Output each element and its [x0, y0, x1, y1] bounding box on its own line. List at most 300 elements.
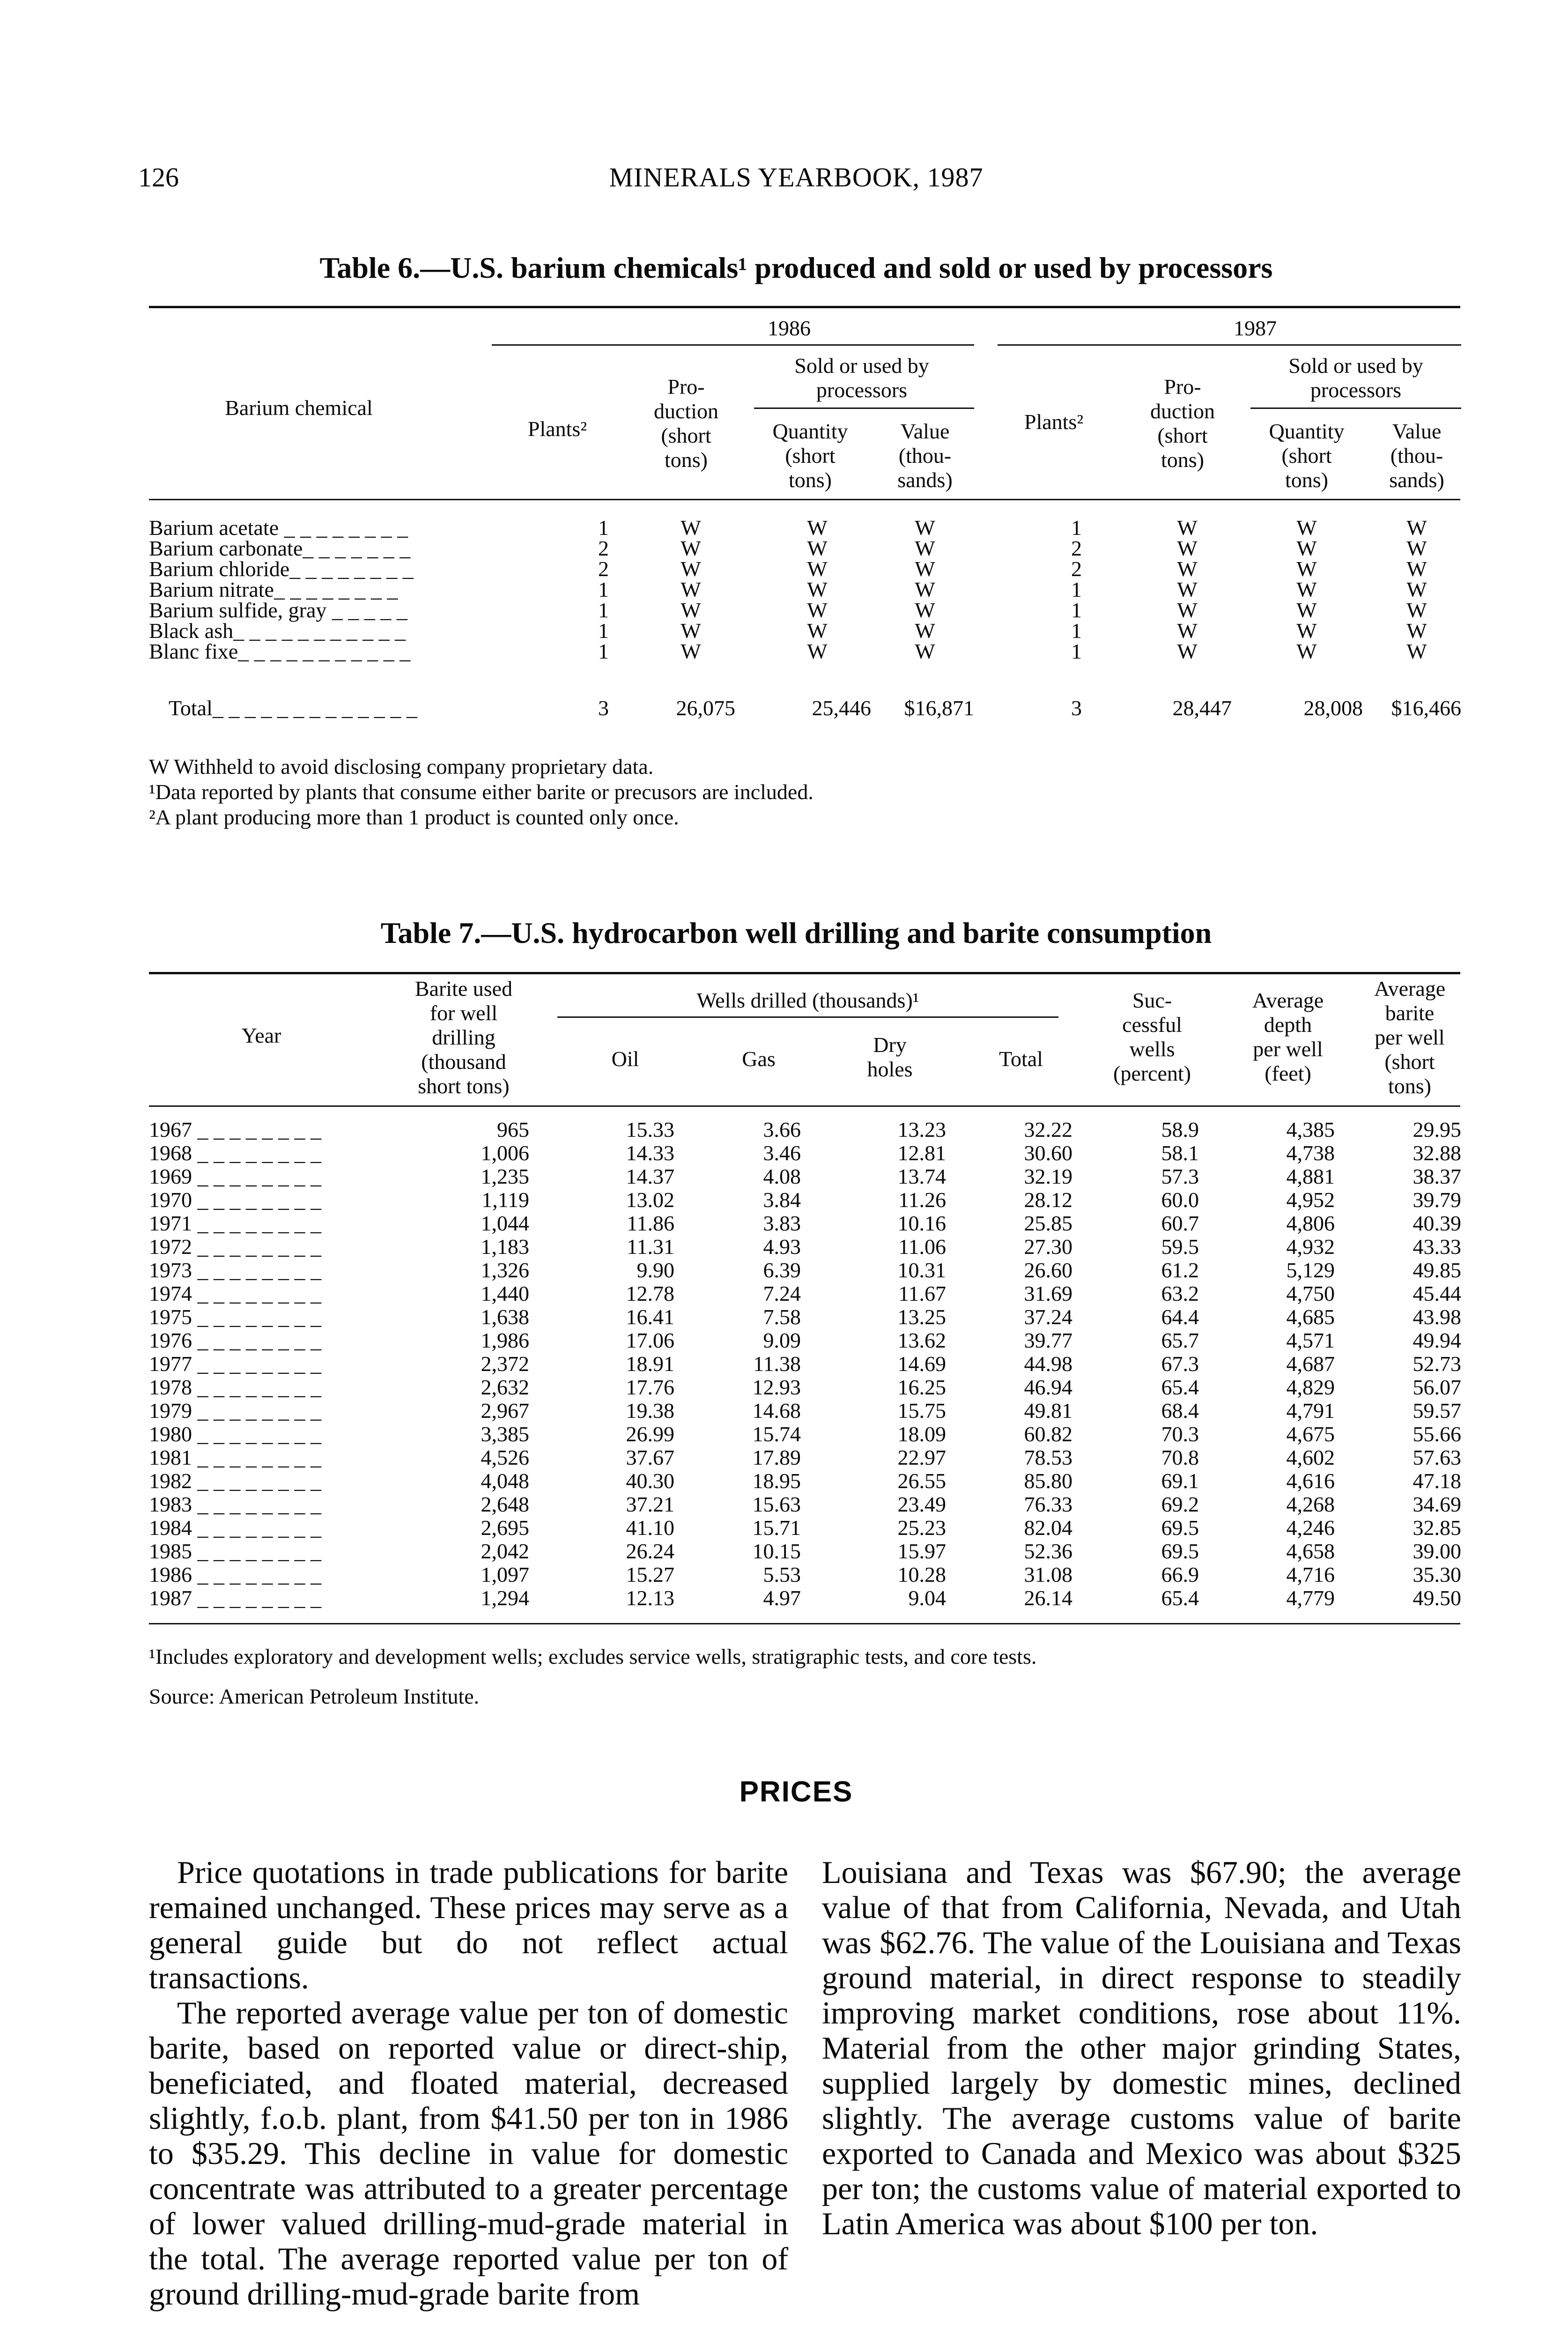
table-cell: 13.25	[897, 1305, 946, 1329]
table-row	[0, 1117, 1568, 1142]
table6-top-rule	[149, 306, 1460, 308]
table-cell: 69.5	[1161, 1539, 1199, 1563]
table-cell: 52.73	[1413, 1352, 1461, 1376]
table-cell: W	[680, 536, 701, 560]
table-cell: W	[1406, 639, 1427, 663]
table-cell: 16.41	[626, 1305, 674, 1329]
table-cell: 26.55	[897, 1469, 946, 1493]
table-cell: 26.24	[626, 1539, 674, 1563]
table-cell: 26.99	[626, 1422, 674, 1446]
table-cell: W	[1177, 536, 1198, 560]
table-cell: 3.83	[763, 1211, 801, 1235]
table-cell: W	[915, 598, 935, 622]
table6-value-1987: Value (thou- sands)	[1389, 419, 1444, 492]
table7-dry-header: Dry holes	[867, 1033, 913, 1081]
table-cell: 1,235	[481, 1164, 529, 1188]
table-cell: 1,326	[481, 1258, 529, 1282]
table-cell: 28.12	[1024, 1188, 1072, 1212]
table-cell: 25.85	[1024, 1211, 1072, 1235]
table6-plants-1986: Plants²	[527, 417, 587, 441]
row-label: Barium carbonate_ _ _ _ _ _ _	[149, 536, 411, 560]
table-cell: 13.02	[626, 1188, 674, 1212]
table-cell: W	[1406, 516, 1427, 540]
table-cell: 15.33	[626, 1118, 674, 1141]
table6-1987-rule	[998, 344, 1461, 346]
table-cell: W	[680, 516, 701, 540]
table7-total-header: Total	[999, 1047, 1043, 1071]
table-cell: W	[1406, 557, 1427, 581]
table-cell: W	[1296, 557, 1317, 581]
row-label: 1972 _ _ _ _ _ _ _ _	[149, 1235, 321, 1259]
table-cell: 32.88	[1413, 1141, 1461, 1165]
table-cell: 64.4	[1161, 1305, 1199, 1329]
table7-top-rule	[149, 972, 1460, 974]
table-cell: 1,097	[481, 1563, 529, 1586]
table-cell: W	[1296, 619, 1317, 643]
table-cell: 4.08	[763, 1164, 801, 1188]
table-cell: 1,044	[481, 1211, 529, 1235]
table-cell: W	[1406, 619, 1427, 643]
table-cell: W	[680, 578, 701, 601]
table-row	[0, 1141, 1568, 1166]
table-cell: 12.81	[897, 1141, 946, 1165]
table-cell: 1	[1071, 619, 1082, 643]
table-cell: 31.69	[1024, 1282, 1072, 1305]
table-cell: 2	[1071, 536, 1082, 560]
table-row	[0, 1187, 1568, 1213]
table-row	[0, 1539, 1568, 1564]
table-cell: 26,075	[676, 696, 735, 720]
table-cell: 1	[598, 639, 609, 663]
table-cell: 49.85	[1413, 1258, 1461, 1282]
table-cell: W	[807, 557, 828, 581]
table-cell: 14.69	[897, 1352, 946, 1376]
table-cell: 9.90	[636, 1258, 674, 1282]
table6-production-1987: Pro- duction (short tons)	[1150, 375, 1215, 472]
table-cell: 4,881	[1286, 1164, 1335, 1188]
table-cell: 30.60	[1024, 1141, 1072, 1165]
table6-1986-rule	[492, 344, 974, 346]
table-cell: 4,829	[1286, 1375, 1335, 1399]
row-label: Blanc fixe_ _ _ _ _ _ _ _ _ _ _	[149, 639, 411, 663]
table-cell: 43.98	[1413, 1305, 1461, 1329]
table6-plants-1987: Plants²	[1024, 410, 1084, 434]
row-label: Barium acetate _ _ _ _ _ _ _ _	[149, 516, 408, 540]
table7-wells-group: Wells drilled (thousands)¹	[696, 988, 919, 1012]
table-cell: 26.14	[1024, 1586, 1072, 1610]
table6-sold-group-1986: Sold or used by processors	[794, 354, 929, 402]
table-cell: 15.75	[897, 1399, 946, 1423]
table-cell: W	[680, 598, 701, 622]
table-cell: 1	[1071, 516, 1082, 540]
table-cell: 68.4	[1161, 1399, 1199, 1423]
table-cell: 57.3	[1161, 1164, 1199, 1188]
table-cell: 3,385	[481, 1422, 529, 1446]
table-row	[0, 1281, 1568, 1306]
table-cell: 61.2	[1161, 1258, 1199, 1282]
table6-value-1986: Value (thou- sands)	[897, 419, 953, 492]
table-cell: 46.94	[1024, 1375, 1072, 1399]
table-cell: $16,466	[1391, 696, 1461, 720]
table7-successful-header: Suc- cessful wells (percent)	[1113, 988, 1191, 1085]
table-cell: 4,571	[1286, 1328, 1335, 1352]
table-cell: 37.24	[1024, 1305, 1072, 1329]
table-cell: 26.60	[1024, 1258, 1072, 1282]
row-label: 1985 _ _ _ _ _ _ _ _	[149, 1539, 321, 1563]
table-cell: 82.04	[1024, 1516, 1072, 1540]
table-cell: 10.16	[897, 1211, 946, 1235]
table-row	[0, 1328, 1568, 1353]
table-cell: 17.89	[752, 1445, 801, 1469]
table-cell: 15.74	[752, 1422, 801, 1446]
table-cell: 3.84	[763, 1188, 801, 1212]
prices-paragraph-1: Price quotations in trade publications for barite remained unchanged. These prices may serve as a general guide but do not reflect actual transactions.	[149, 1854, 788, 1995]
table-cell: 965	[497, 1118, 529, 1141]
table-cell: 15.27	[626, 1563, 674, 1586]
table-cell: 13.74	[897, 1164, 946, 1188]
table-cell: 7.24	[763, 1282, 801, 1305]
table-row	[0, 1164, 1568, 1189]
table-cell: 43.33	[1413, 1235, 1461, 1259]
table-cell: W	[680, 619, 701, 643]
table-cell: 39.77	[1024, 1328, 1072, 1352]
row-label: 1986 _ _ _ _ _ _ _ _	[149, 1563, 321, 1586]
table-cell: 2,967	[481, 1399, 529, 1423]
table-cell: W	[915, 536, 935, 560]
table-cell: W	[1177, 578, 1198, 601]
table-cell: 32.19	[1024, 1164, 1072, 1188]
table6-production-1986: Pro- duction (short tons)	[654, 375, 718, 472]
table-cell: 23.49	[897, 1492, 946, 1516]
table-cell: W	[807, 639, 828, 663]
row-label: Barium sulfide, gray _ _ _ _ _	[149, 598, 407, 622]
table-cell: 60.7	[1161, 1211, 1199, 1235]
table-cell: 4,806	[1286, 1211, 1335, 1235]
table-cell: 12.78	[626, 1282, 674, 1305]
table-cell: 22.97	[897, 1445, 946, 1469]
table-cell: 49.50	[1413, 1586, 1461, 1610]
table-cell: 4.97	[763, 1586, 801, 1610]
table-cell: 4.93	[763, 1235, 801, 1259]
table7-source: Source: American Petroleum Institute.	[149, 1684, 480, 1708]
table6-sold-rule-1987	[1250, 408, 1461, 409]
table-cell: 15.63	[752, 1492, 801, 1516]
table-cell: 32.85	[1413, 1516, 1461, 1540]
table6-total-row	[0, 696, 1568, 721]
table-cell: W	[1177, 639, 1198, 663]
table-cell: 85.80	[1024, 1469, 1072, 1493]
table-cell: 29.95	[1413, 1118, 1461, 1141]
table-cell: $16,871	[904, 696, 974, 720]
table-cell: 1	[1071, 598, 1082, 622]
table7-year-header: Year	[241, 1023, 281, 1047]
table6-title: Table 6.—U.S. barium chemicals¹ produced and sold or used by processors	[319, 251, 1273, 284]
table-cell: 39.00	[1413, 1539, 1461, 1563]
table-cell: 55.66	[1413, 1422, 1461, 1446]
table-cell: W	[1177, 516, 1198, 540]
table-cell: 1	[598, 578, 609, 601]
table-cell: 17.06	[626, 1328, 674, 1352]
table-cell: 9.09	[763, 1328, 801, 1352]
table-cell: 11.38	[753, 1352, 801, 1376]
table-cell: 70.3	[1161, 1422, 1199, 1446]
table-row	[0, 1351, 1568, 1377]
row-label: 1982 _ _ _ _ _ _ _ _	[149, 1469, 321, 1493]
table-cell: 4,750	[1286, 1282, 1335, 1305]
table-cell: 4,526	[481, 1445, 529, 1469]
table-cell: 2,372	[481, 1352, 529, 1376]
table-cell: W	[807, 536, 828, 560]
prices-paragraph-3: Louisiana and Texas was $67.90; the average value of that from California, Nevada, and Utah was $62.76. The value of the Louisiana and Texas ground material, in direct response to steadily improving market conditions, rose about 11%. Material from the other major grinding States, supplied largely by domestic mines, declined slightly. The average customs value of barite exported to Canada and Mexico was about $325 per ton; the customs value of material exported to Latin America was about $100 per ton.	[822, 1854, 1461, 2241]
table7-barite-header: Barite used for well drilling (thousand short tons)	[414, 977, 513, 1098]
table-cell: 58.1	[1161, 1141, 1199, 1165]
table-cell: 14.33	[626, 1141, 674, 1165]
table-cell: 25,446	[812, 696, 871, 720]
table-cell: 63.2	[1161, 1282, 1199, 1305]
row-label: 1978 _ _ _ _ _ _ _ _	[149, 1375, 321, 1399]
prices-paragraph-2: The reported average value per ton of domestic barite, based on reported value or direct-ship, beneficiated, and floated material, decreased slightly, f.o.b. plant, from $41.50 per ton in 1986 to $35.29. This decline in value for domestic concentrate was attributed to a greater percentage of lower valued drilling-mud-grade material in the total. The average reported value per ton of ground drilling-mud-grade barite from	[149, 1995, 788, 2312]
table-cell: 11.26	[898, 1188, 946, 1212]
table7-oil-header: Oil	[611, 1047, 639, 1071]
table-cell: 4,952	[1286, 1188, 1335, 1212]
table6-year-1987: 1987	[1234, 316, 1277, 340]
table-cell: W	[680, 557, 701, 581]
table-cell: W	[915, 578, 935, 601]
row-label: Black ash_ _ _ _ _ _ _ _ _ _ _	[149, 619, 406, 643]
table-cell: 13.62	[897, 1328, 946, 1352]
table-cell: 35.30	[1413, 1563, 1461, 1586]
table-cell: 40.30	[626, 1469, 674, 1493]
table-cell: 12.93	[752, 1375, 801, 1399]
table6-header-rule	[149, 499, 1460, 500]
table-cell: 5.53	[763, 1563, 801, 1586]
table-cell: 4,738	[1286, 1141, 1335, 1165]
table-row	[0, 1234, 1568, 1260]
table-cell: W	[807, 598, 828, 622]
table-cell: W	[1177, 619, 1198, 643]
table-cell: 2	[1071, 557, 1082, 581]
row-label: 1969 _ _ _ _ _ _ _ _	[149, 1164, 321, 1188]
table6-note-w: W Withheld to avoid disclosing company proprietary data.	[149, 755, 654, 778]
table-cell: 11.31	[627, 1235, 674, 1259]
table7-bottom-rule	[149, 1623, 1460, 1624]
row-label: 1977 _ _ _ _ _ _ _ _	[149, 1352, 321, 1376]
table-cell: 1	[598, 619, 609, 643]
table-cell: 4,675	[1286, 1422, 1335, 1446]
table-cell: 60.0	[1161, 1188, 1199, 1212]
table-cell: 69.5	[1161, 1516, 1199, 1540]
table-row	[0, 1304, 1568, 1330]
table6-sold-rule-1986	[754, 408, 974, 409]
table-cell: 59.5	[1161, 1235, 1199, 1259]
table-cell: 47.18	[1413, 1469, 1461, 1493]
table6-quantity-1987: Quantity (short tons)	[1269, 419, 1345, 492]
table-cell: 41.10	[626, 1516, 674, 1540]
prices-left-column	[149, 1855, 788, 2312]
table-cell: W	[1406, 536, 1427, 560]
table6-note-1: ¹Data reported by plants that consume either barite or precusors are included.	[149, 780, 814, 804]
table-cell: 18.91	[626, 1352, 674, 1376]
table-cell: W	[915, 639, 935, 663]
table-cell: 49.81	[1024, 1399, 1072, 1423]
table-cell: 10.28	[897, 1563, 946, 1586]
table-cell: 2,648	[481, 1492, 529, 1516]
table-cell: 45.44	[1413, 1282, 1461, 1305]
row-label: Total_ _ _ _ _ _ _ _ _ _ _ _ _	[169, 696, 417, 720]
table-cell: 5,129	[1286, 1258, 1335, 1282]
table-cell: 65.4	[1161, 1586, 1199, 1610]
table-cell: 28,447	[1172, 696, 1232, 720]
table-row	[0, 1468, 1568, 1494]
table-cell: 59.57	[1413, 1399, 1461, 1423]
table-cell: 37.67	[626, 1445, 674, 1469]
table7-note-1: ¹Includes exploratory and development wells; excludes service wells, stratigraphic tests, and core tests.	[149, 1645, 1037, 1668]
table-cell: 1,006	[481, 1141, 529, 1165]
table-cell: W	[1296, 536, 1317, 560]
table-cell: 12.13	[626, 1586, 674, 1610]
row-label: 1967 _ _ _ _ _ _ _ _	[149, 1118, 321, 1141]
table6-quantity-1986: Quantity (short tons)	[772, 419, 848, 492]
table-cell: 2,632	[481, 1375, 529, 1399]
row-label: 1981 _ _ _ _ _ _ _ _	[149, 1445, 321, 1469]
table-cell: 19.38	[626, 1399, 674, 1423]
table-cell: 1	[598, 516, 609, 540]
table-cell: 65.7	[1161, 1328, 1199, 1352]
table-cell: 34.69	[1413, 1492, 1461, 1516]
table-cell: 32.22	[1024, 1118, 1072, 1141]
table-cell: 1,986	[481, 1328, 529, 1352]
table-cell: W	[915, 619, 935, 643]
table7-header-rule	[149, 1105, 1460, 1107]
table-row	[0, 1375, 1568, 1400]
table-cell: 38.37	[1413, 1164, 1461, 1188]
table-cell: 4,932	[1286, 1235, 1335, 1259]
row-label: 1980 _ _ _ _ _ _ _ _	[149, 1422, 321, 1446]
table-cell: 31.08	[1024, 1563, 1072, 1586]
table-cell: 7.58	[763, 1305, 801, 1329]
table-cell: 27.30	[1024, 1235, 1072, 1259]
table-cell: 67.3	[1161, 1352, 1199, 1376]
table-cell: 70.8	[1161, 1445, 1199, 1469]
table-cell: 56.07	[1413, 1375, 1461, 1399]
table7-gas-header: Gas	[742, 1047, 776, 1071]
table-cell: 1,638	[481, 1305, 529, 1329]
table-cell: 13.23	[897, 1118, 946, 1141]
row-label: 1971 _ _ _ _ _ _ _ _	[149, 1211, 321, 1235]
table-row	[0, 639, 1568, 664]
table-cell: 15.71	[752, 1516, 801, 1540]
table-cell: 78.53	[1024, 1445, 1072, 1469]
table-cell: 14.37	[626, 1164, 674, 1188]
table7-avg-barite-header: Average barite per well (short tons)	[1374, 977, 1446, 1098]
table-cell: 60.82	[1024, 1422, 1072, 1446]
table-cell: W	[807, 516, 828, 540]
table-cell: 28,008	[1303, 696, 1363, 720]
row-label: 1987 _ _ _ _ _ _ _ _	[149, 1586, 321, 1610]
table-cell: 65.4	[1161, 1375, 1199, 1399]
page-number: 126	[138, 162, 179, 193]
table-cell: 69.2	[1161, 1492, 1199, 1516]
table-cell: 4,268	[1286, 1492, 1335, 1516]
table-row	[0, 1586, 1568, 1611]
table-cell: 1,294	[481, 1586, 529, 1610]
table-cell: 11.67	[898, 1282, 946, 1305]
table-cell: W	[1177, 598, 1198, 622]
row-label: 1970 _ _ _ _ _ _ _ _	[149, 1188, 321, 1212]
table-cell: W	[1296, 578, 1317, 601]
table-cell: W	[680, 639, 701, 663]
table-cell: 11.86	[627, 1211, 674, 1235]
table6-year-1986: 1986	[768, 316, 811, 340]
table-cell: W	[1296, 639, 1317, 663]
table7-wells-rule	[557, 1016, 1058, 1018]
table-cell: 76.33	[1024, 1492, 1072, 1516]
table-cell: 17.76	[626, 1375, 674, 1399]
table-cell: 4,716	[1286, 1563, 1335, 1586]
table-cell: 16.25	[897, 1375, 946, 1399]
table-cell: 3.66	[763, 1118, 801, 1141]
table-cell: 4,246	[1286, 1516, 1335, 1540]
table-cell: W	[915, 516, 935, 540]
table-cell: 11.06	[898, 1235, 946, 1259]
table-cell: 58.9	[1161, 1118, 1199, 1141]
table-cell: W	[807, 619, 828, 643]
table-cell: 10.15	[752, 1539, 801, 1563]
row-label: 1975 _ _ _ _ _ _ _ _	[149, 1305, 321, 1329]
row-label: 1984 _ _ _ _ _ _ _ _	[149, 1516, 321, 1540]
table-cell: 18.95	[752, 1469, 801, 1493]
table-cell: 4,616	[1286, 1469, 1335, 1493]
table6-stub-header: Barium chemical	[225, 396, 373, 420]
table-cell: 1	[598, 598, 609, 622]
table-row	[0, 1211, 1568, 1236]
row-label: 1974 _ _ _ _ _ _ _ _	[149, 1282, 321, 1305]
table-cell: 2	[598, 557, 609, 581]
row-label: Barium nitrate_ _ _ _ _ _ _ _	[149, 578, 398, 601]
table-cell: 40.39	[1413, 1211, 1461, 1235]
table-cell: 1	[1071, 639, 1082, 663]
table-cell: 37.21	[626, 1492, 674, 1516]
table6-note-2: ²A plant producing more than 1 product is counted only once.	[149, 805, 679, 829]
table-cell: 15.97	[897, 1539, 946, 1563]
table-cell: W	[1406, 578, 1427, 601]
row-label: 1979 _ _ _ _ _ _ _ _	[149, 1399, 321, 1423]
table-cell: 10.31	[897, 1258, 946, 1282]
table-cell: 4,658	[1286, 1539, 1335, 1563]
table-cell: 4,602	[1286, 1445, 1335, 1469]
row-label: 1983 _ _ _ _ _ _ _ _	[149, 1492, 321, 1516]
table-cell: 6.39	[763, 1258, 801, 1282]
table-cell: 14.68	[752, 1399, 801, 1423]
table-cell: 2	[598, 536, 609, 560]
table-cell: W	[915, 557, 935, 581]
table-cell: 49.94	[1413, 1328, 1461, 1352]
table-cell: 1,440	[481, 1282, 529, 1305]
table-row	[0, 1445, 1568, 1470]
table-row	[0, 1398, 1568, 1423]
row-label: Barium chloride_ _ _ _ _ _ _ _	[149, 557, 414, 581]
table-row	[0, 1515, 1568, 1541]
table-cell: 4,779	[1286, 1586, 1335, 1610]
table-cell: 2,042	[481, 1539, 529, 1563]
table-cell: 57.63	[1413, 1445, 1461, 1469]
table-cell: 66.9	[1161, 1563, 1199, 1586]
table-cell: 2,695	[481, 1516, 529, 1540]
table-row	[0, 1258, 1568, 1283]
table-cell: 4,685	[1286, 1305, 1335, 1329]
table-cell: 25.23	[897, 1516, 946, 1540]
table-cell: 3	[598, 696, 609, 720]
